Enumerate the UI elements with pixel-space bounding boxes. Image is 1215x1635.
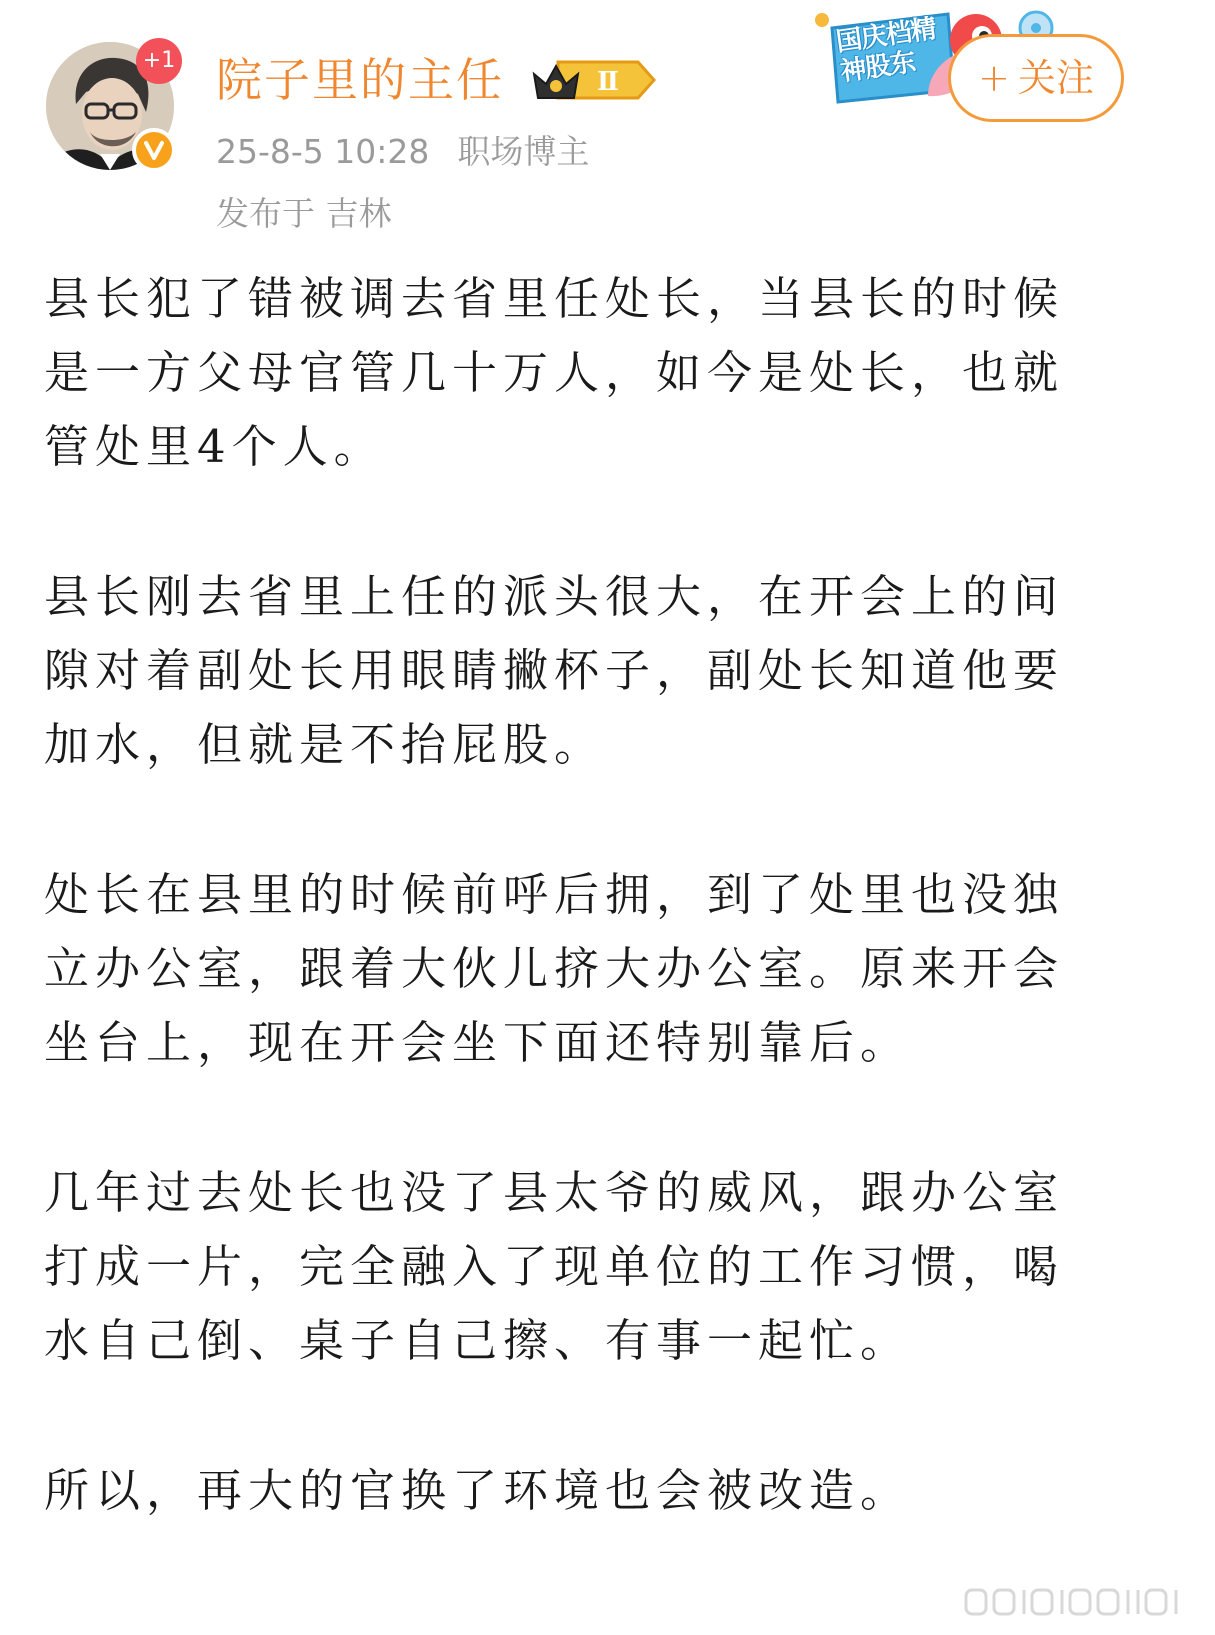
post-paragraph: 几年过去处长也没了县太爷的威风，跟办公室打成一片，完全融入了现单位的工作习惯，喝水自己倒、桌子自己擦、有事一起忙。 [44, 1166, 1065, 1367]
avatar[interactable] [46, 42, 174, 170]
user-tag: 职场博主 [457, 132, 590, 171]
post-timestamp: 25-8-5 10:28 [216, 132, 430, 171]
promo-text: 国庆档精神股东 [834, 14, 938, 88]
follow-label: 关注 [1017, 56, 1094, 100]
crown-level-badge-icon [528, 54, 658, 106]
post-paragraph: 县长犯了错被调去省里任处长，当县长的时候是一方父母官管几十万人，如今是处长，也就管处里4个人。 [44, 272, 1065, 473]
follow-button[interactable] [948, 34, 1124, 122]
verified-v-icon [132, 128, 176, 172]
username[interactable]: 院子里的主任 [216, 53, 504, 107]
post-meta [216, 130, 589, 174]
post-paragraph: 县长刚去省里上任的派头很大，在开会上的间隙对着副处长用眼睛撇杯子，副处长知道他要加水，但就是不抬屁股。 [44, 570, 1065, 771]
follower-delta-badge: +1 [136, 38, 182, 84]
level-badge-text: Ⅱ [597, 67, 619, 97]
post-paragraph: 处长在县里的时候前呼后拥，到了处里也没独立办公室，跟着大伙儿挤大办公室。原来开会坐台上，现在开会坐下面还特别靠后。 [44, 868, 1065, 1069]
plus-icon: + [978, 56, 1010, 100]
watermark-icon [962, 1582, 1192, 1622]
post-location: 发布于 吉林 [216, 194, 392, 233]
post-body [44, 262, 1114, 1604]
post-paragraph: 所以，再大的官换了环境也会被改造。 [44, 1464, 912, 1517]
